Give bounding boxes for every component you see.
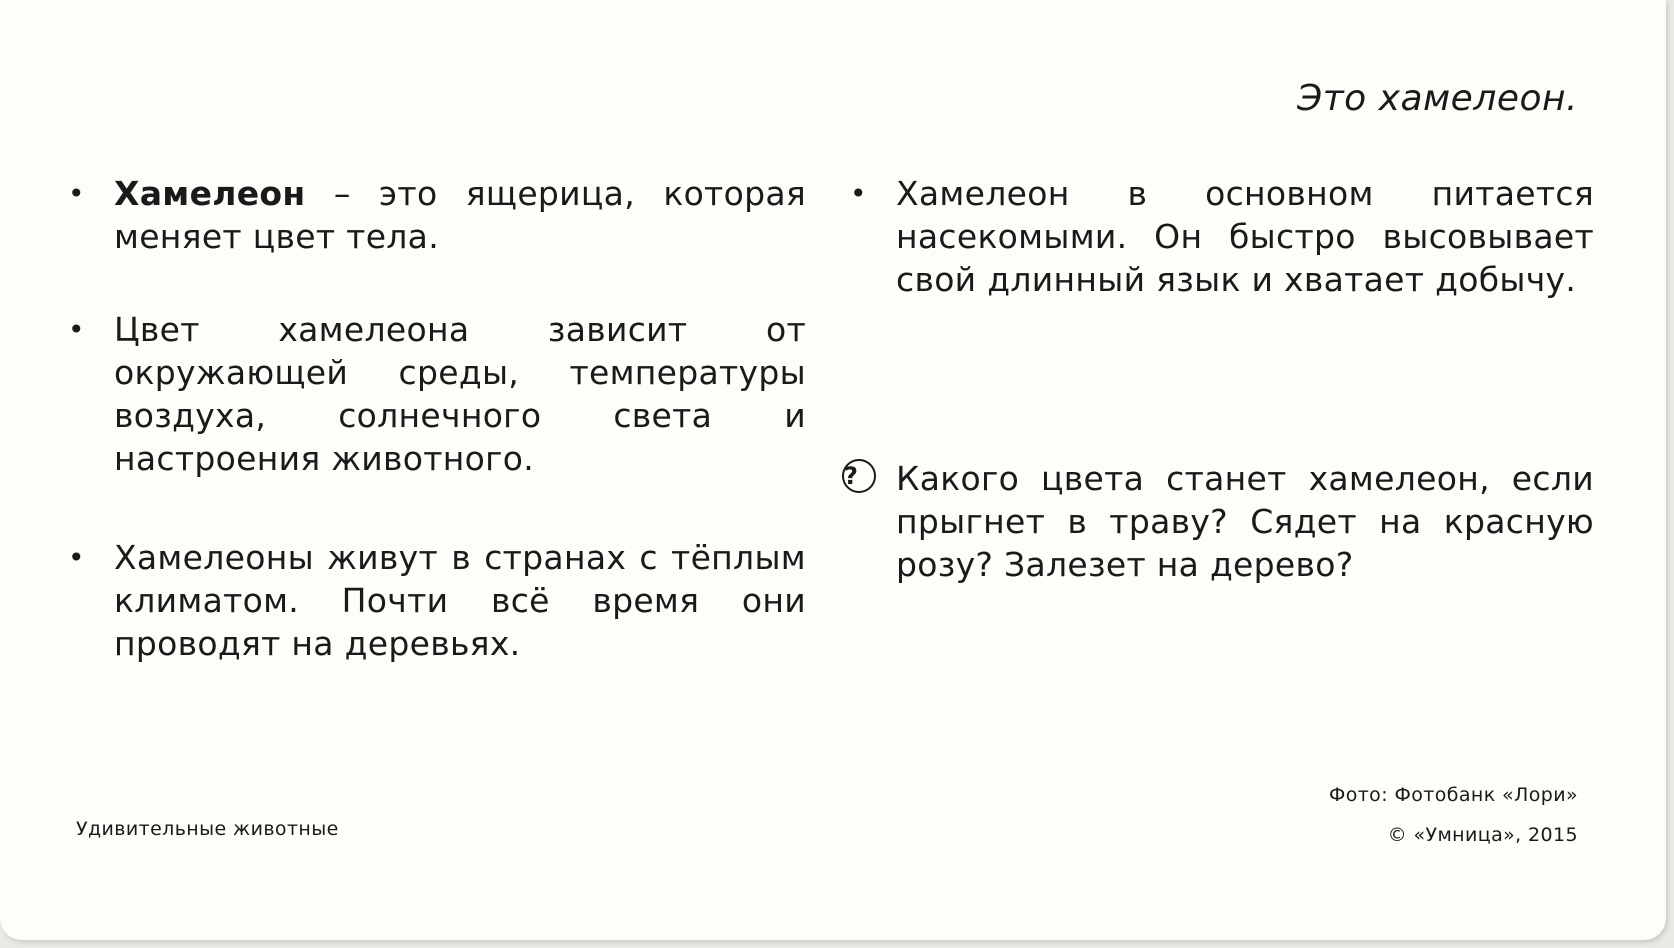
question-item — [844, 457, 1594, 586]
right-column — [844, 172, 1594, 586]
card-title: Это хамелеон. — [1297, 78, 1578, 119]
left-column — [66, 172, 806, 665]
photo-credit: Фото: Фотобанк «Лори» — [1328, 784, 1578, 806]
question-circle-icon: ? — [842, 459, 876, 493]
bullet-dot-icon: • — [68, 541, 85, 574]
fact-text: Цвет хамелеона зависит от окружающей среды, температуры воздуха, солнечного света и настроения животного. — [114, 310, 806, 478]
bullet-dot-icon: • — [68, 313, 85, 346]
fact-text: – это ящерица, которая меняет цвет тела. — [114, 174, 806, 256]
bullet-dot-icon: • — [850, 177, 867, 210]
fact-text: Хамелеоны живут в странах с тёплым климатом. Почти всё время они проводят на деревьях. — [114, 538, 806, 663]
bullet-dot-icon: • — [68, 177, 85, 210]
copyright: © «Умница», 2015 — [1387, 824, 1578, 846]
fact-item — [66, 172, 806, 258]
series-name: Удивительные животные — [76, 818, 339, 840]
question-text: Какого цвета станет хамелеон, если прыгнет в траву? Сядет на красную розу? Залезет на дерево? — [896, 459, 1594, 584]
fact-text: Хамелеон в основном питается насекомыми. Он быстро высовывает свой длинный язык и хватает добычу. — [896, 174, 1594, 299]
fact-item — [848, 172, 1594, 301]
fact-item — [66, 536, 806, 665]
fact-term: Хамелеон — [114, 174, 306, 213]
fact-item — [66, 308, 806, 480]
